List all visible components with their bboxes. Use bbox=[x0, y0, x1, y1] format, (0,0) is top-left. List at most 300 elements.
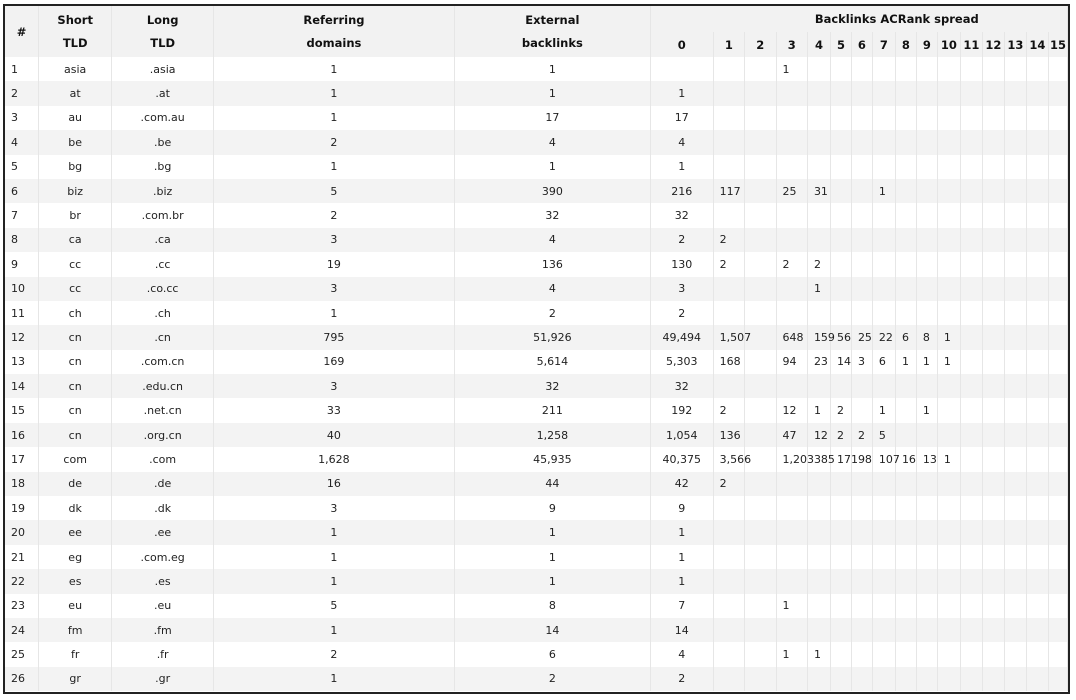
cell-acrank-15 bbox=[1048, 496, 1067, 520]
cell-short-tld: cn bbox=[39, 423, 112, 447]
table-row[interactable] bbox=[5, 374, 1068, 398]
cell-acrank-14 bbox=[1026, 155, 1048, 179]
cell-long-tld: .net.cn bbox=[112, 398, 214, 422]
cell-acrank-5: 2 bbox=[830, 423, 851, 447]
cell-acrank-7 bbox=[872, 569, 895, 593]
cell-acrank-1: 2 bbox=[713, 398, 744, 422]
row-index: 6 bbox=[5, 179, 39, 203]
cell-acrank-9 bbox=[916, 423, 937, 447]
header-acrank-9[interactable]: 9 bbox=[916, 32, 937, 57]
cell-acrank-14 bbox=[1026, 447, 1048, 471]
row-index: 3 bbox=[5, 106, 39, 130]
cell-short-tld: cc bbox=[39, 252, 112, 276]
cell-acrank-0: 40,375 bbox=[650, 447, 713, 471]
row-index: 12 bbox=[5, 325, 39, 349]
cell-referring-domains: 33 bbox=[213, 398, 454, 422]
cell-acrank-0: 4 bbox=[650, 642, 713, 666]
cell-short-tld: cn bbox=[39, 398, 112, 422]
header-acrank-11[interactable]: 11 bbox=[960, 32, 982, 57]
table-row[interactable] bbox=[5, 594, 1068, 618]
cell-acrank-13 bbox=[1004, 350, 1026, 374]
cell-acrank-7 bbox=[872, 301, 895, 325]
cell-external-backlinks: 32 bbox=[454, 203, 650, 227]
cell-acrank-1: 136 bbox=[713, 423, 744, 447]
header-acrank-0[interactable]: 0 bbox=[650, 32, 713, 57]
cell-long-tld: .bg bbox=[112, 155, 214, 179]
cell-acrank-7 bbox=[872, 520, 895, 544]
cell-acrank-7 bbox=[872, 277, 895, 301]
cell-acrank-4 bbox=[807, 618, 830, 642]
cell-acrank-7 bbox=[872, 618, 895, 642]
table-row[interactable] bbox=[5, 496, 1068, 520]
cell-acrank-7 bbox=[872, 155, 895, 179]
header-long-tld[interactable] bbox=[112, 6, 214, 57]
cell-acrank-15 bbox=[1048, 667, 1067, 691]
table-row[interactable] bbox=[5, 447, 1068, 471]
cell-acrank-2 bbox=[745, 130, 776, 154]
cell-acrank-1: 117 bbox=[713, 179, 744, 203]
table-row[interactable] bbox=[5, 642, 1068, 666]
header-index[interactable]: # bbox=[5, 6, 39, 57]
cell-acrank-10 bbox=[937, 496, 960, 520]
cell-short-tld: be bbox=[39, 130, 112, 154]
cell-acrank-11 bbox=[960, 81, 982, 105]
cell-acrank-6: 25 bbox=[851, 325, 872, 349]
header-acrank-10[interactable]: 10 bbox=[937, 32, 960, 57]
cell-short-tld: es bbox=[39, 569, 112, 593]
cell-referring-domains: 5 bbox=[213, 179, 454, 203]
cell-acrank-12 bbox=[982, 374, 1004, 398]
cell-acrank-7 bbox=[872, 81, 895, 105]
cell-referring-domains: 3 bbox=[213, 496, 454, 520]
cell-acrank-1 bbox=[713, 667, 744, 691]
table-row[interactable] bbox=[5, 155, 1068, 179]
header-short-tld[interactable] bbox=[39, 6, 112, 57]
cell-acrank-0: 32 bbox=[650, 374, 713, 398]
cell-acrank-1 bbox=[713, 520, 744, 544]
cell-acrank-4: 1 bbox=[807, 277, 830, 301]
table-row[interactable] bbox=[5, 252, 1068, 276]
cell-acrank-13 bbox=[1004, 277, 1026, 301]
table-row[interactable] bbox=[5, 277, 1068, 301]
cell-short-tld: br bbox=[39, 203, 112, 227]
cell-acrank-5 bbox=[830, 106, 851, 130]
cell-acrank-14 bbox=[1026, 423, 1048, 447]
cell-acrank-10 bbox=[937, 398, 960, 422]
cell-external-backlinks: 9 bbox=[454, 496, 650, 520]
cell-acrank-8 bbox=[895, 179, 916, 203]
cell-acrank-12 bbox=[982, 618, 1004, 642]
header-acrank-13[interactable]: 13 bbox=[1004, 32, 1026, 57]
cell-referring-domains: 2 bbox=[213, 203, 454, 227]
cell-acrank-14 bbox=[1026, 569, 1048, 593]
cell-acrank-5 bbox=[830, 301, 851, 325]
cell-acrank-11 bbox=[960, 496, 982, 520]
cell-referring-domains: 3 bbox=[213, 228, 454, 252]
cell-external-backlinks: 1 bbox=[454, 81, 650, 105]
cell-acrank-14 bbox=[1026, 277, 1048, 301]
cell-short-tld: com bbox=[39, 447, 112, 471]
cell-acrank-8 bbox=[895, 301, 916, 325]
cell-acrank-5: 56 bbox=[830, 325, 851, 349]
row-index: 8 bbox=[5, 228, 39, 252]
cell-acrank-13 bbox=[1004, 545, 1026, 569]
cell-acrank-7: 107 bbox=[872, 447, 895, 471]
cell-acrank-0: 1,054 bbox=[650, 423, 713, 447]
cell-acrank-2 bbox=[745, 252, 776, 276]
cell-long-tld: .org.cn bbox=[112, 423, 214, 447]
cell-acrank-0: 1 bbox=[650, 155, 713, 179]
cell-acrank-4 bbox=[807, 472, 830, 496]
cell-referring-domains: 1 bbox=[213, 81, 454, 105]
cell-acrank-5 bbox=[830, 81, 851, 105]
cell-referring-domains: 2 bbox=[213, 642, 454, 666]
cell-acrank-7 bbox=[872, 496, 895, 520]
cell-acrank-14 bbox=[1026, 57, 1048, 81]
cell-acrank-4: 23 bbox=[807, 350, 830, 374]
table-row[interactable] bbox=[5, 106, 1068, 130]
cell-external-backlinks: 4 bbox=[454, 277, 650, 301]
cell-acrank-0: 14 bbox=[650, 618, 713, 642]
cell-acrank-10 bbox=[937, 106, 960, 130]
cell-acrank-3: 94 bbox=[776, 350, 807, 374]
header-referring-domains[interactable] bbox=[213, 6, 454, 57]
cell-acrank-0: 42 bbox=[650, 472, 713, 496]
row-index: 25 bbox=[5, 642, 39, 666]
cell-short-tld: cn bbox=[39, 374, 112, 398]
cell-acrank-15 bbox=[1048, 374, 1067, 398]
cell-referring-domains: 169 bbox=[213, 350, 454, 374]
header-short-tld-line2: TLD bbox=[62, 35, 88, 50]
cell-acrank-13 bbox=[1004, 179, 1026, 203]
cell-acrank-6 bbox=[851, 520, 872, 544]
cell-acrank-0: 1 bbox=[650, 520, 713, 544]
cell-long-tld: .cn bbox=[112, 325, 214, 349]
cell-acrank-10 bbox=[937, 423, 960, 447]
cell-acrank-8 bbox=[895, 398, 916, 422]
cell-acrank-6 bbox=[851, 277, 872, 301]
cell-acrank-12 bbox=[982, 203, 1004, 227]
header-external-backlinks-line2: backlinks bbox=[521, 35, 583, 50]
cell-acrank-14 bbox=[1026, 472, 1048, 496]
backlinks-table bbox=[5, 6, 1068, 691]
row-index: 19 bbox=[5, 496, 39, 520]
cell-long-tld: .edu.cn bbox=[112, 374, 214, 398]
header-acrank-7[interactable]: 7 bbox=[872, 32, 895, 57]
cell-acrank-13 bbox=[1004, 618, 1026, 642]
cell-acrank-3 bbox=[776, 228, 807, 252]
row-index: 17 bbox=[5, 447, 39, 471]
cell-acrank-3 bbox=[776, 203, 807, 227]
header-acrank-12[interactable]: 12 bbox=[982, 32, 1004, 57]
cell-external-backlinks: 136 bbox=[454, 252, 650, 276]
cell-acrank-2 bbox=[745, 423, 776, 447]
cell-acrank-4: 31 bbox=[807, 179, 830, 203]
cell-acrank-4: 2 bbox=[807, 252, 830, 276]
cell-acrank-0: 1 bbox=[650, 81, 713, 105]
row-index: 26 bbox=[5, 667, 39, 691]
cell-acrank-2 bbox=[745, 350, 776, 374]
cell-acrank-12 bbox=[982, 545, 1004, 569]
cell-external-backlinks: 390 bbox=[454, 179, 650, 203]
table-row[interactable] bbox=[5, 228, 1068, 252]
cell-referring-domains: 1 bbox=[213, 301, 454, 325]
cell-acrank-2 bbox=[745, 155, 776, 179]
header-acrank-2[interactable]: 2 bbox=[745, 32, 776, 57]
cell-acrank-11 bbox=[960, 374, 982, 398]
cell-acrank-1: 1,507 bbox=[713, 325, 744, 349]
table-row[interactable] bbox=[5, 545, 1068, 569]
cell-acrank-2 bbox=[745, 642, 776, 666]
cell-acrank-6 bbox=[851, 496, 872, 520]
table-row[interactable] bbox=[5, 81, 1068, 105]
cell-referring-domains: 19 bbox=[213, 252, 454, 276]
cell-acrank-7: 5 bbox=[872, 423, 895, 447]
cell-acrank-13 bbox=[1004, 203, 1026, 227]
cell-acrank-2 bbox=[745, 106, 776, 130]
cell-acrank-8 bbox=[895, 228, 916, 252]
cell-referring-domains: 3 bbox=[213, 277, 454, 301]
cell-acrank-8 bbox=[895, 472, 916, 496]
cell-acrank-15 bbox=[1048, 398, 1067, 422]
header-acrank-15[interactable]: 15 bbox=[1048, 32, 1067, 57]
cell-long-tld: .com bbox=[112, 447, 214, 471]
cell-acrank-9 bbox=[916, 228, 937, 252]
table-row[interactable] bbox=[5, 520, 1068, 544]
table-row[interactable] bbox=[5, 350, 1068, 374]
header-acrank-3[interactable]: 3 bbox=[776, 32, 807, 57]
cell-acrank-13 bbox=[1004, 374, 1026, 398]
cell-acrank-10: 1 bbox=[937, 325, 960, 349]
cell-long-tld: .ch bbox=[112, 301, 214, 325]
cell-acrank-6 bbox=[851, 155, 872, 179]
cell-long-tld: .ee bbox=[112, 520, 214, 544]
cell-acrank-3: 1 bbox=[776, 594, 807, 618]
cell-acrank-13 bbox=[1004, 423, 1026, 447]
cell-acrank-4 bbox=[807, 301, 830, 325]
cell-acrank-8: 6 bbox=[895, 325, 916, 349]
cell-acrank-10 bbox=[937, 594, 960, 618]
cell-acrank-9: 1 bbox=[916, 350, 937, 374]
cell-acrank-7 bbox=[872, 374, 895, 398]
header-short-tld-line1: Short bbox=[57, 12, 93, 27]
cell-acrank-9 bbox=[916, 252, 937, 276]
cell-acrank-2 bbox=[745, 57, 776, 81]
cell-acrank-13 bbox=[1004, 569, 1026, 593]
cell-acrank-7 bbox=[872, 472, 895, 496]
cell-acrank-2 bbox=[745, 667, 776, 691]
cell-acrank-14 bbox=[1026, 618, 1048, 642]
cell-acrank-12 bbox=[982, 667, 1004, 691]
cell-short-tld: ch bbox=[39, 301, 112, 325]
cell-acrank-3: 1 bbox=[776, 57, 807, 81]
cell-external-backlinks: 17 bbox=[454, 106, 650, 130]
cell-acrank-7: 6 bbox=[872, 350, 895, 374]
cell-acrank-11 bbox=[960, 472, 982, 496]
cell-acrank-11 bbox=[960, 325, 982, 349]
cell-acrank-9 bbox=[916, 667, 937, 691]
cell-acrank-5 bbox=[830, 569, 851, 593]
cell-external-backlinks: 1 bbox=[454, 569, 650, 593]
cell-acrank-8 bbox=[895, 594, 916, 618]
cell-acrank-3: 47 bbox=[776, 423, 807, 447]
cell-acrank-6: 2 bbox=[851, 423, 872, 447]
header-acrank-14[interactable]: 14 bbox=[1026, 32, 1048, 57]
cell-short-tld: au bbox=[39, 106, 112, 130]
cell-acrank-11 bbox=[960, 179, 982, 203]
cell-short-tld: fr bbox=[39, 642, 112, 666]
cell-referring-domains: 1 bbox=[213, 520, 454, 544]
cell-acrank-9 bbox=[916, 642, 937, 666]
cell-acrank-1 bbox=[713, 594, 744, 618]
cell-short-tld: cn bbox=[39, 325, 112, 349]
table-row[interactable] bbox=[5, 667, 1068, 691]
cell-acrank-13 bbox=[1004, 81, 1026, 105]
cell-short-tld: de bbox=[39, 472, 112, 496]
cell-acrank-0: 49,494 bbox=[650, 325, 713, 349]
row-index: 5 bbox=[5, 155, 39, 179]
header-acrank-8[interactable]: 8 bbox=[895, 32, 916, 57]
cell-acrank-6: 98 bbox=[851, 447, 872, 471]
cell-acrank-13 bbox=[1004, 130, 1026, 154]
cell-acrank-4 bbox=[807, 520, 830, 544]
cell-acrank-11 bbox=[960, 545, 982, 569]
cell-short-tld: dk bbox=[39, 496, 112, 520]
cell-acrank-7 bbox=[872, 252, 895, 276]
table-row[interactable] bbox=[5, 398, 1068, 422]
cell-long-tld: .fm bbox=[112, 618, 214, 642]
cell-acrank-1: 2 bbox=[713, 472, 744, 496]
table-row[interactable] bbox=[5, 618, 1068, 642]
table-row[interactable] bbox=[5, 179, 1068, 203]
cell-acrank-6 bbox=[851, 642, 872, 666]
header-acrank-5[interactable]: 5 bbox=[830, 32, 851, 57]
cell-acrank-5 bbox=[830, 130, 851, 154]
cell-acrank-15 bbox=[1048, 594, 1067, 618]
cell-acrank-6 bbox=[851, 203, 872, 227]
cell-acrank-5: 2 bbox=[830, 398, 851, 422]
row-index: 13 bbox=[5, 350, 39, 374]
header-acrank-6[interactable]: 6 bbox=[851, 32, 872, 57]
cell-acrank-10 bbox=[937, 642, 960, 666]
cell-acrank-5 bbox=[830, 228, 851, 252]
cell-acrank-6 bbox=[851, 569, 872, 593]
cell-acrank-6 bbox=[851, 130, 872, 154]
cell-acrank-11 bbox=[960, 667, 982, 691]
cell-short-tld: cc bbox=[39, 277, 112, 301]
row-index: 4 bbox=[5, 130, 39, 154]
cell-long-tld: .eu bbox=[112, 594, 214, 618]
table-row[interactable] bbox=[5, 57, 1068, 81]
table-row[interactable] bbox=[5, 472, 1068, 496]
cell-acrank-15 bbox=[1048, 228, 1067, 252]
cell-acrank-0: 5,303 bbox=[650, 350, 713, 374]
cell-long-tld: .es bbox=[112, 569, 214, 593]
cell-short-tld: biz bbox=[39, 179, 112, 203]
cell-acrank-10 bbox=[937, 301, 960, 325]
cell-referring-domains: 5 bbox=[213, 594, 454, 618]
row-index: 23 bbox=[5, 594, 39, 618]
cell-acrank-1 bbox=[713, 642, 744, 666]
cell-acrank-15 bbox=[1048, 423, 1067, 447]
cell-acrank-11 bbox=[960, 106, 982, 130]
cell-acrank-4 bbox=[807, 374, 830, 398]
header-referring-domains-line1: Referring bbox=[303, 12, 365, 27]
header-acrank-1[interactable]: 1 bbox=[713, 32, 744, 57]
cell-acrank-10: 1 bbox=[937, 447, 960, 471]
cell-long-tld: .com.eg bbox=[112, 545, 214, 569]
cell-acrank-4: 12 bbox=[807, 423, 830, 447]
cell-acrank-0: 216 bbox=[650, 179, 713, 203]
cell-acrank-11 bbox=[960, 642, 982, 666]
table-row[interactable] bbox=[5, 301, 1068, 325]
cell-acrank-2 bbox=[745, 520, 776, 544]
cell-acrank-6 bbox=[851, 545, 872, 569]
table-row[interactable] bbox=[5, 130, 1068, 154]
cell-acrank-7 bbox=[872, 203, 895, 227]
table-row[interactable] bbox=[5, 203, 1068, 227]
cell-acrank-12 bbox=[982, 179, 1004, 203]
cell-acrank-10 bbox=[937, 545, 960, 569]
cell-acrank-10 bbox=[937, 472, 960, 496]
cell-referring-domains: 1 bbox=[213, 57, 454, 81]
cell-acrank-7 bbox=[872, 57, 895, 81]
table-row[interactable] bbox=[5, 325, 1068, 349]
cell-acrank-13 bbox=[1004, 472, 1026, 496]
cell-acrank-14 bbox=[1026, 81, 1048, 105]
header-external-backlinks[interactable] bbox=[454, 6, 650, 57]
cell-external-backlinks: 2 bbox=[454, 667, 650, 691]
row-index: 20 bbox=[5, 520, 39, 544]
cell-acrank-4 bbox=[807, 106, 830, 130]
header-acrank-4[interactable]: 4 bbox=[807, 32, 830, 57]
cell-acrank-2 bbox=[745, 618, 776, 642]
cell-acrank-10 bbox=[937, 252, 960, 276]
cell-acrank-6 bbox=[851, 252, 872, 276]
cell-acrank-1 bbox=[713, 155, 744, 179]
cell-acrank-13 bbox=[1004, 667, 1026, 691]
table-row[interactable] bbox=[5, 569, 1068, 593]
cell-long-tld: .fr bbox=[112, 642, 214, 666]
table-row[interactable] bbox=[5, 423, 1068, 447]
cell-long-tld: .cc bbox=[112, 252, 214, 276]
cell-acrank-0 bbox=[650, 57, 713, 81]
cell-acrank-12 bbox=[982, 423, 1004, 447]
cell-acrank-10: 1 bbox=[937, 350, 960, 374]
cell-acrank-12 bbox=[982, 106, 1004, 130]
cell-short-tld: gr bbox=[39, 667, 112, 691]
cell-acrank-1 bbox=[713, 81, 744, 105]
cell-acrank-0: 4 bbox=[650, 130, 713, 154]
cell-acrank-12 bbox=[982, 155, 1004, 179]
cell-acrank-5 bbox=[830, 667, 851, 691]
cell-acrank-12 bbox=[982, 594, 1004, 618]
header-external-backlinks-line1: External bbox=[525, 12, 580, 27]
cell-acrank-6 bbox=[851, 301, 872, 325]
cell-acrank-13 bbox=[1004, 301, 1026, 325]
cell-acrank-3: 648 bbox=[776, 325, 807, 349]
cell-short-tld: eg bbox=[39, 545, 112, 569]
cell-acrank-14 bbox=[1026, 252, 1048, 276]
cell-short-tld: bg bbox=[39, 155, 112, 179]
cell-acrank-8 bbox=[895, 106, 916, 130]
cell-acrank-3 bbox=[776, 374, 807, 398]
cell-long-tld: .ca bbox=[112, 228, 214, 252]
cell-acrank-14 bbox=[1026, 325, 1048, 349]
cell-acrank-1 bbox=[713, 374, 744, 398]
cell-acrank-6 bbox=[851, 106, 872, 130]
row-index: 18 bbox=[5, 472, 39, 496]
